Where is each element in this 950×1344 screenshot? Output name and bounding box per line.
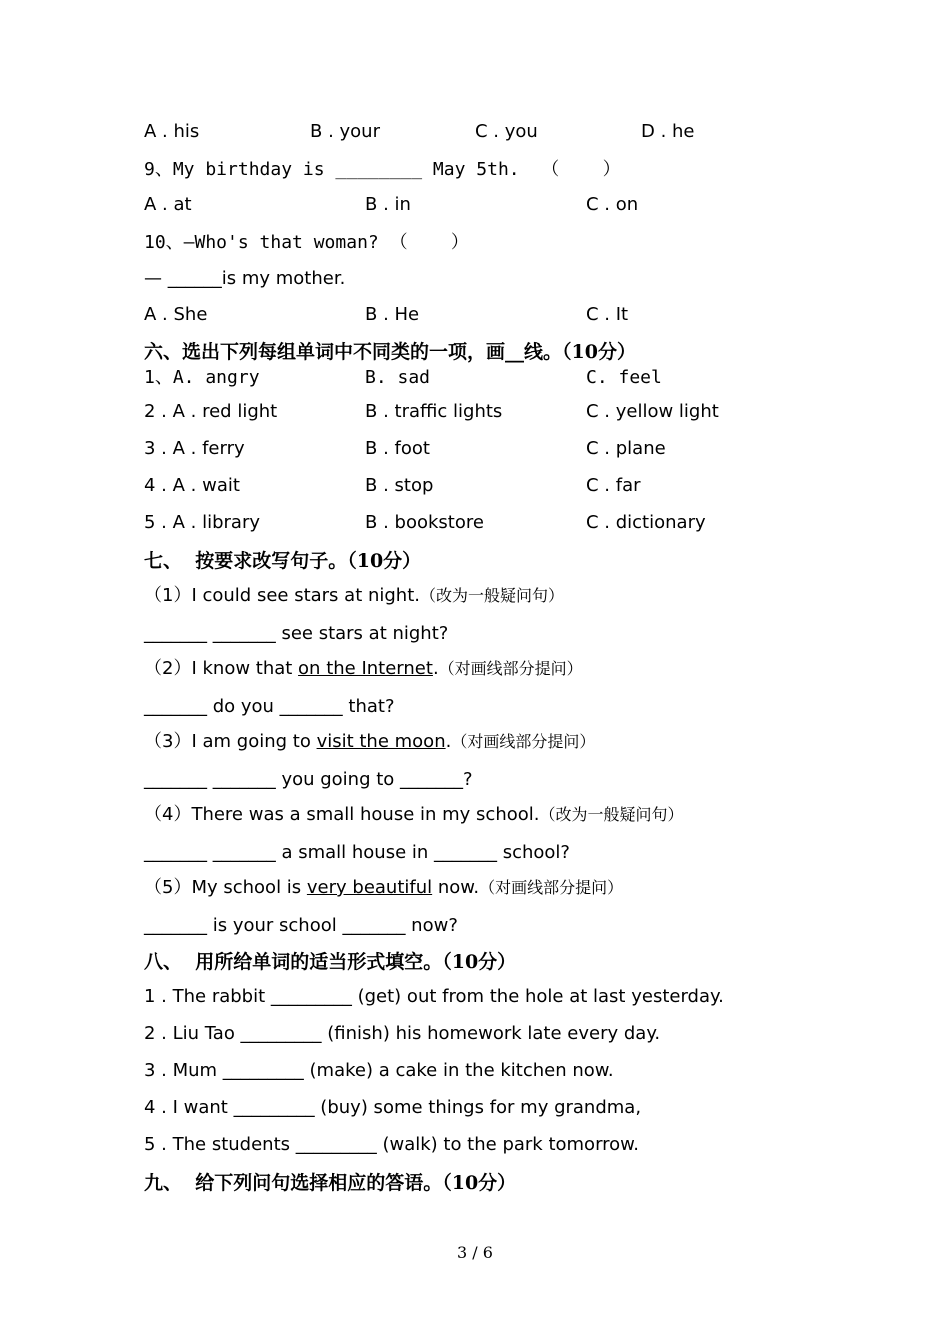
s7-5-pre: （5）My school is [144, 877, 307, 898]
section9-title: 九、 给下列问句选择相应的答语。（10分） [144, 1172, 517, 1194]
s6-r3-c: C . plane [586, 438, 666, 459]
s7-4-pre: （4）There was a small house in my school. [144, 804, 540, 825]
s7-3-post: . [445, 731, 452, 752]
s8-item-4: 4 . I want _________ (buy) some things for my grandma, [144, 1097, 642, 1118]
s6-r3-b: B . foot [365, 438, 430, 459]
section6-row-4 [144, 474, 844, 498]
q10-option-c: C . It [586, 304, 629, 325]
s7-item-3-answer: _______ _______ you going to _______? [144, 769, 473, 790]
s7-item-4-prompt [144, 803, 684, 827]
s6-r2-b: B . traffic lights [365, 401, 503, 422]
q10-option-a: A . She [144, 304, 208, 325]
q8-options-row [144, 120, 844, 144]
s7-item-5-prompt [144, 876, 623, 900]
q9-options-row [144, 193, 844, 217]
s7-item-5-answer: _______ is your school _______ now? [144, 915, 458, 936]
q10-answer-line: — ______is my mother. [144, 268, 346, 289]
s7-5-note: （对画线部分提问） [479, 878, 624, 897]
s7-5-post: now. [432, 877, 480, 898]
q8-option-b: B . your [310, 121, 380, 142]
s8-item-5: 5 . The students _________ (walk) to the park tomorrow. [144, 1134, 639, 1155]
s7-2-note: （对画线部分提问） [438, 659, 583, 678]
s6-r2-c: C . yellow light [586, 401, 719, 422]
s7-item-1-prompt [144, 584, 564, 608]
q9-option-b: B . in [365, 194, 411, 215]
s7-3-note: （对画线部分提问） [451, 732, 596, 751]
s7-item-4-answer: _______ _______ a small house in _______ school? [144, 842, 570, 863]
s6-r5-b: B . bookstore [365, 512, 484, 533]
page-number: 3 / 6 [457, 1243, 493, 1262]
s7-1-note: （改为一般疑问句） [420, 586, 565, 605]
s7-item-1-answer: _______ _______ see stars at night? [144, 623, 449, 644]
s6-r5-c: C . dictionary [586, 512, 706, 533]
section7-title: 七、 按要求改写句子。（10分） [144, 550, 422, 572]
s8-item-3: 3 . Mum _________ (make) a cake in the kitchen now. [144, 1060, 614, 1081]
q8-option-a: A . his [144, 121, 200, 142]
s7-5-underlined: very beautiful [306, 877, 433, 898]
section8-title: 八、 用所给单词的适当形式填空。（10分） [144, 951, 517, 973]
s6-r1-c: C. feel [586, 367, 662, 388]
section6-row-1 [144, 366, 844, 390]
s7-2-pre: （2）I know that [144, 658, 299, 679]
q8-option-d: D . he [641, 121, 695, 142]
s7-1-pre: （1）I could see stars at night. [144, 585, 420, 606]
s7-item-2-answer: _______ do you _______ that? [144, 696, 395, 717]
s7-item-3-prompt [144, 730, 595, 754]
s6-r4-c: C . far [586, 475, 641, 496]
s6-r3-a: 3 . A . ferry [144, 438, 245, 459]
s6-r2-a: 2 . A . red light [144, 401, 278, 422]
q10-option-b: B . He [365, 304, 420, 325]
section6-row-3 [144, 437, 844, 461]
q9-stem: 9、My birthday is ________ May 5th. （ ） [144, 159, 621, 180]
s6-r1-a: 1、A. angry [144, 367, 260, 388]
s7-3-pre: （3）I am going to [144, 731, 317, 752]
q10-options-row [144, 303, 844, 327]
s7-item-2-prompt [144, 657, 583, 681]
s6-r5-a: 5 . A . library [144, 512, 261, 533]
section6-row-5 [144, 511, 844, 535]
s6-r1-b: B. sad [365, 367, 431, 388]
s8-item-1: 1 . The rabbit _________ (get) out from the hole at last yesterday. [144, 986, 724, 1007]
section6-title: 六、选出下列每组单词中不同类的一项，画__线。（10分） [144, 341, 636, 363]
s7-4-note: （改为一般疑问句） [539, 805, 684, 824]
s7-2-post: . [432, 658, 439, 679]
q9-option-c: C . on [586, 194, 639, 215]
q9-option-a: A . at [144, 194, 192, 215]
s8-item-2: 2 . Liu Tao _________ (finish) his homework late every day. [144, 1023, 661, 1044]
s6-r4-b: B . stop [365, 475, 434, 496]
s7-2-underlined: on the Internet [298, 658, 433, 679]
q8-option-c: C . you [475, 121, 538, 142]
s7-3-underlined: visit the moon [316, 731, 446, 752]
q10-stem: 10、—Who's that woman? （ ） [144, 232, 469, 253]
section6-row-2 [144, 400, 844, 424]
s6-r4-a: 4 . A . wait [144, 475, 240, 496]
